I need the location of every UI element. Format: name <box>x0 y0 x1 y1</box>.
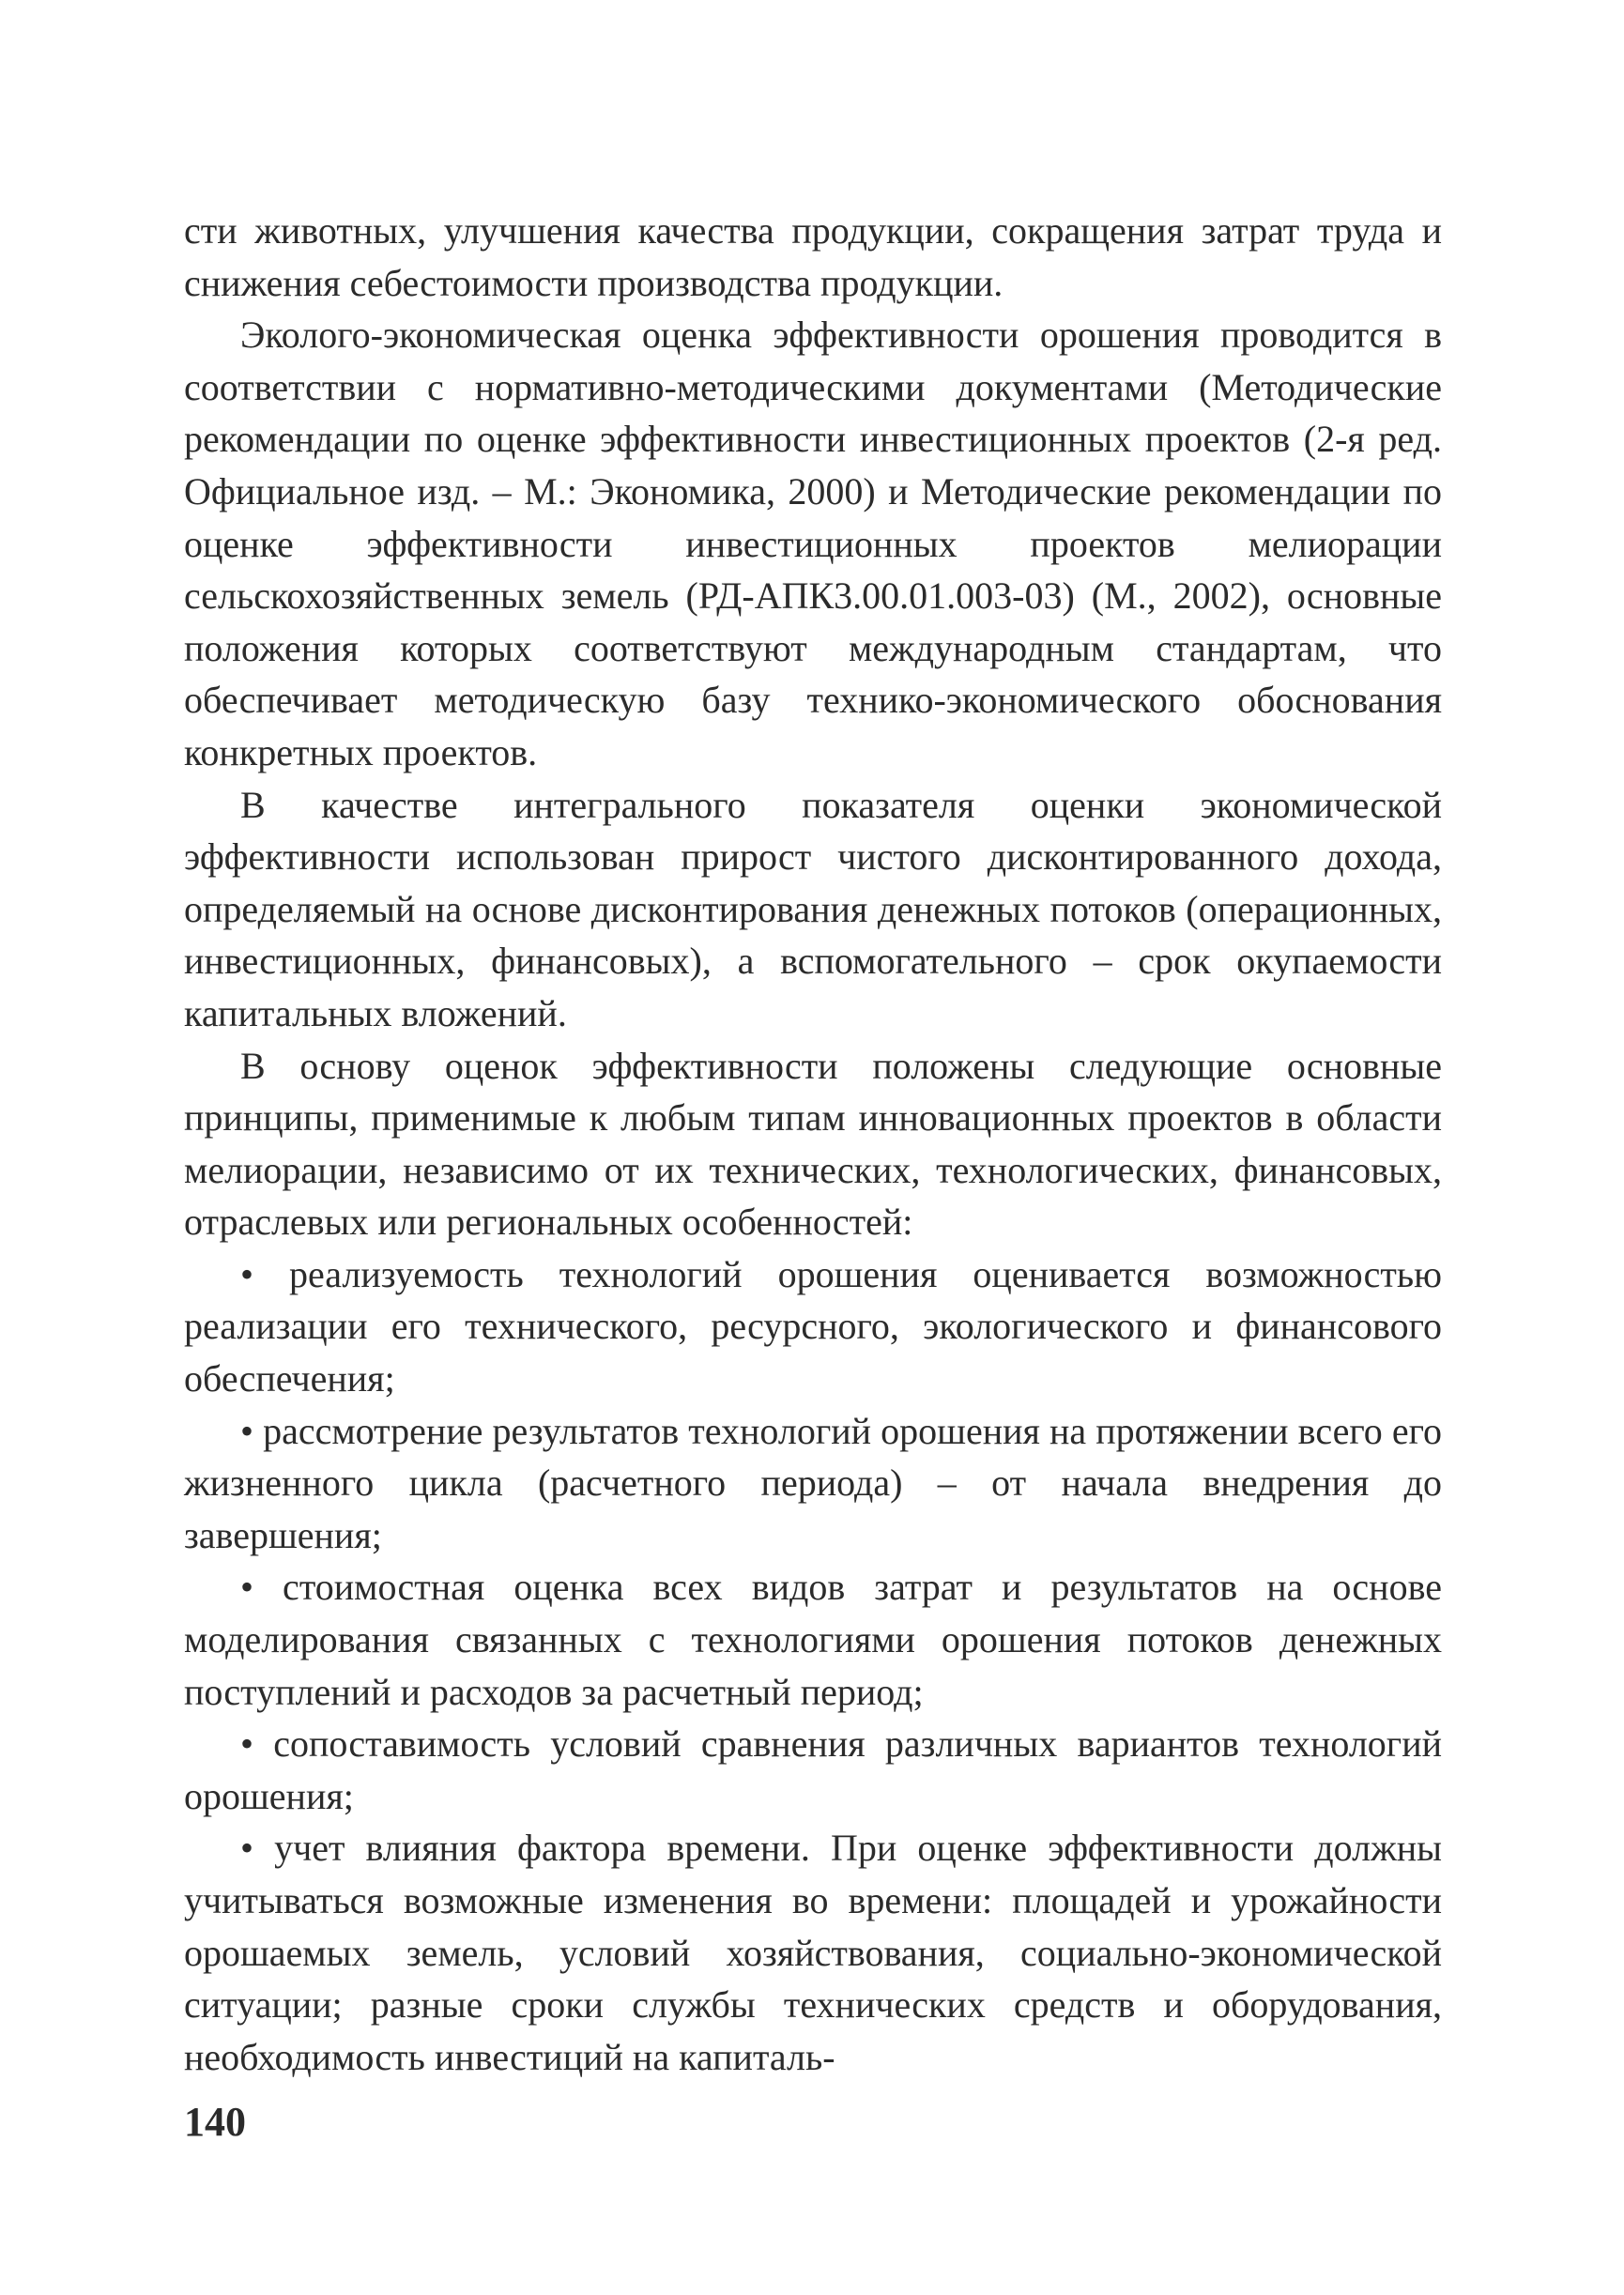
bullet-item: • стоимостная оценка всех видов затрат и результатов на основе моделирования связанных с технологиями орошения потоков денежных поступлений и расходов за расчетный период; <box>184 1566 1442 1713</box>
paragraph: В основу оценок эффективности положены следующие основные принципы, применимые к любым типам инновационных проектов в области мелиорации, независимо от их технических, технологических, финансовых, отраслевых или региональных особенностей: <box>184 1044 1442 1244</box>
paragraph: сти животных, улучшения качества продукции, сокращения затрат труда и снижения себестоимости производства продукции. <box>184 209 1442 304</box>
paragraph: Эколого-экономическая оценка эффективности орошения проводится в соответствии с нормативно-методическими документами (Методические рекомендации по оценке эффективности инвестиционных проектов (2-я ред. Официальное изд. – М.: Экономика, 2000) и Методические рекомендации по оценке эффективности инвестиционных проектов мелиорации сельскохозяйственных земель (РД-АПК3.00.01.003-03) (М., 2002), основные положения которых соответствуют международным стандартам, что обеспечивает методическую базу технико-экономического обоснования конкретных проектов. <box>184 314 1442 773</box>
paragraph: В качестве интегрального показателя оценки экономической эффективности использован прирост чистого дисконтированного дохода, определяемый на основе дисконтирования денежных потоков (операционных, инвестиционных, финансовых), а вспомогательного – срок окупаемости капитальных вложений. <box>184 783 1442 1034</box>
bullet-item: • реализуемость технологий орошения оценивается возможностью реализации его технического, ресурсного, экологического и финансового обеспечения; <box>184 1252 1442 1400</box>
bullet-item: • сопоставимость условий сравнения различных вариантов технологий орошения; <box>184 1722 1442 1817</box>
body-text <box>184 205 1442 2083</box>
page-number: 140 <box>184 2099 246 2145</box>
bullet-item: • учет влияния фактора времени. При оценке эффективности должны учитываться возможные изменения во времени: площадей и урожайности орошаемых земель, условий хозяйствования, социально-экономической ситуации; разные сроки службы технических средств и оборудования, необходимость инвестиций на капиталь- <box>184 1827 1442 2078</box>
bullet-item: • рассмотрение результатов технологий орошения на протяжении всего его жизненного цикла (расчетного периода) – от начала внедрения до завершения; <box>184 1409 1442 1556</box>
